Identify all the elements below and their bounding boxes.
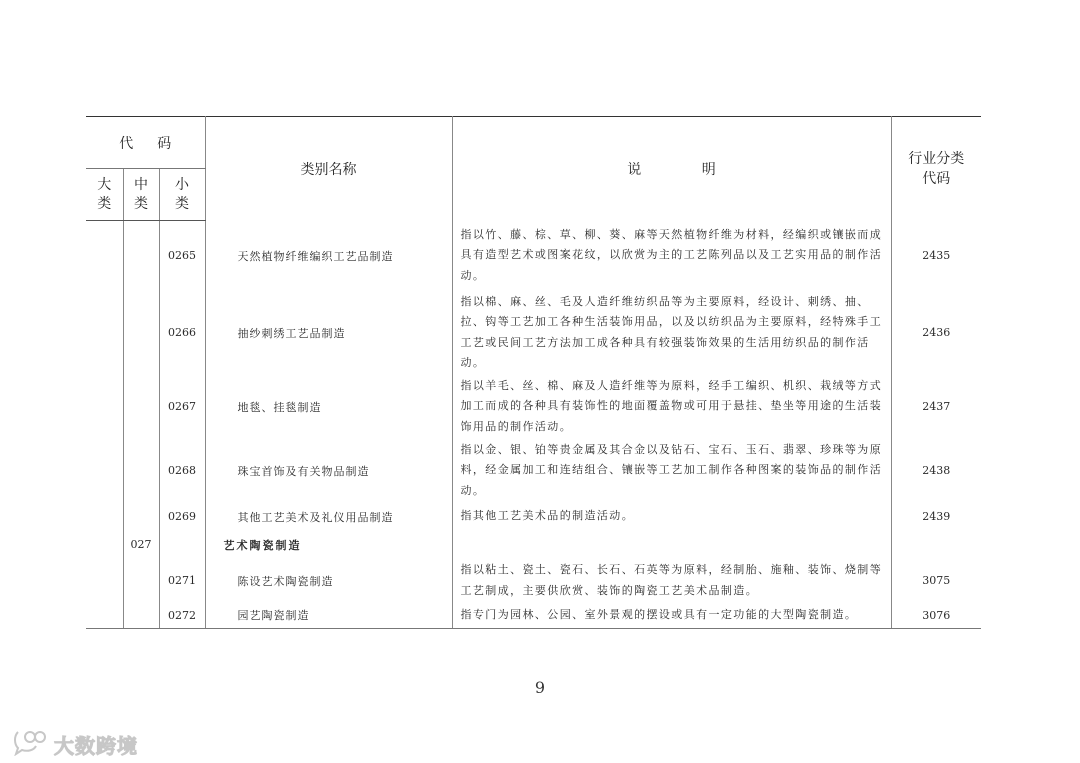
cell-big xyxy=(86,439,123,503)
cell-desc: 指专门为园林、公园、室外景观的摆设或具有一定功能的大型陶瓷制造。 xyxy=(452,603,891,629)
cell-industry-code: 2439 xyxy=(922,510,951,523)
speech-bubble-logo-icon xyxy=(12,728,48,760)
cell-name: 其他工艺美术及礼仪用品制造 xyxy=(205,503,452,531)
cell-big xyxy=(86,375,123,439)
cell-desc: 指以竹、藤、棕、草、柳、葵、麻等天然植物纤维为材料，经编织或镶嵌而成具有造型艺术或图案花纹，以欣赏为主的工艺陈列品以及工艺实用品的制作活动。 xyxy=(452,221,891,291)
cell-small xyxy=(159,531,205,559)
cell-name: 珠宝首饰及有关物品制造 xyxy=(205,439,452,503)
cell-big xyxy=(86,221,123,291)
table-row xyxy=(86,221,981,291)
cell-big xyxy=(86,531,123,559)
table-row xyxy=(86,503,981,531)
cell-desc xyxy=(452,531,891,559)
cell-small: 0269 xyxy=(159,503,205,531)
cell-mid xyxy=(123,221,159,291)
table-row xyxy=(86,531,981,559)
header-small-class: 小 类 xyxy=(159,169,205,221)
cell-industry-code: 2436 xyxy=(922,326,951,339)
cell-desc: 指以粘土、瓷土、瓷石、长石、石英等为原料，经制胎、施釉、装饰、烧制等工艺制成，主要供欣赏、装饰的陶瓷工艺美术品制造。 xyxy=(452,559,891,603)
watermark-text: 大数跨境 xyxy=(54,733,138,758)
cell-desc: 指以金、银、铂等贵金属及其合金以及钻石、宝石、玉石、翡翠、珍珠等为原料，经金属加工和连结组合、镶嵌等工艺加工制作各种图案的装饰品的制作活动。 xyxy=(452,439,891,503)
cell-mid: 027 xyxy=(123,531,159,559)
cell-desc: 指其他工艺美术品的制造活动。 xyxy=(452,503,891,531)
cell-small: 0265 xyxy=(159,221,205,291)
cell-industry-code: 2438 xyxy=(922,464,951,477)
cell-industry-code: 2437 xyxy=(922,400,951,413)
header-description: 说 明 xyxy=(452,117,891,221)
cell-small: 0268 xyxy=(159,439,205,503)
cell-big xyxy=(86,503,123,531)
table-row xyxy=(86,439,981,503)
cell-name: 园艺陶瓷制造 xyxy=(205,603,452,629)
cell-desc: 指以羊毛、丝、棉、麻及人造纤维等为原料，经手工编织、机织、栽绒等方式加工而成的各种具有装饰性的地面覆盖物或可用于悬挂、垫坐等用途的生活装饰用品的制作活动。 xyxy=(452,375,891,439)
cell-desc: 指以棉、麻、丝、毛及人造纤维纺织品等为主要原料，经设计、刺绣、抽、拉、钩等工艺加工各种生活装饰用品，以及以纺织品为主要原料，经特殊手工工艺或民间工艺方法加工成各种具有较强装饰效果的生活用纺织品的制作活动。 xyxy=(452,291,891,375)
cell-name-group: 艺术陶瓷制造 xyxy=(205,531,452,559)
cell-name: 地毯、挂毯制造 xyxy=(205,375,452,439)
classification-table xyxy=(86,116,981,629)
cell-industry-code: 3075 xyxy=(922,574,951,587)
cell-mid xyxy=(123,375,159,439)
watermark xyxy=(12,728,138,760)
cell-industry-code xyxy=(891,531,981,559)
cell-big xyxy=(86,603,123,629)
table-row xyxy=(86,603,981,629)
header-category-name: 类别名称 xyxy=(205,117,452,221)
cell-name: 抽纱刺绣工艺品制造 xyxy=(205,291,452,375)
classification-table-container xyxy=(86,116,981,629)
header-big-class: 大 类 xyxy=(86,169,123,221)
header-code-group: 代码 xyxy=(86,117,205,169)
header-mid-class: 中 类 xyxy=(123,169,159,221)
header-industry-code: 行业分类 代码 xyxy=(891,117,981,221)
cell-mid xyxy=(123,559,159,603)
table-row xyxy=(86,559,981,603)
cell-name: 陈设艺术陶瓷制造 xyxy=(205,559,452,603)
cell-big xyxy=(86,559,123,603)
cell-mid xyxy=(123,503,159,531)
cell-industry-code: 3076 xyxy=(891,603,981,629)
page-number: 9 xyxy=(534,678,546,697)
cell-mid xyxy=(123,439,159,503)
cell-small: 0267 xyxy=(159,375,205,439)
cell-small: 0266 xyxy=(159,291,205,375)
cell-name: 天然植物纤维编织工艺品制造 xyxy=(205,221,452,291)
cell-big xyxy=(86,291,123,375)
cell-industry-code: 2435 xyxy=(922,249,951,262)
cell-mid xyxy=(123,603,159,629)
table-row xyxy=(86,291,981,375)
cell-mid xyxy=(123,291,159,375)
table-row xyxy=(86,375,981,439)
cell-small: 0271 xyxy=(159,559,205,603)
cell-small: 0272 xyxy=(159,603,205,629)
